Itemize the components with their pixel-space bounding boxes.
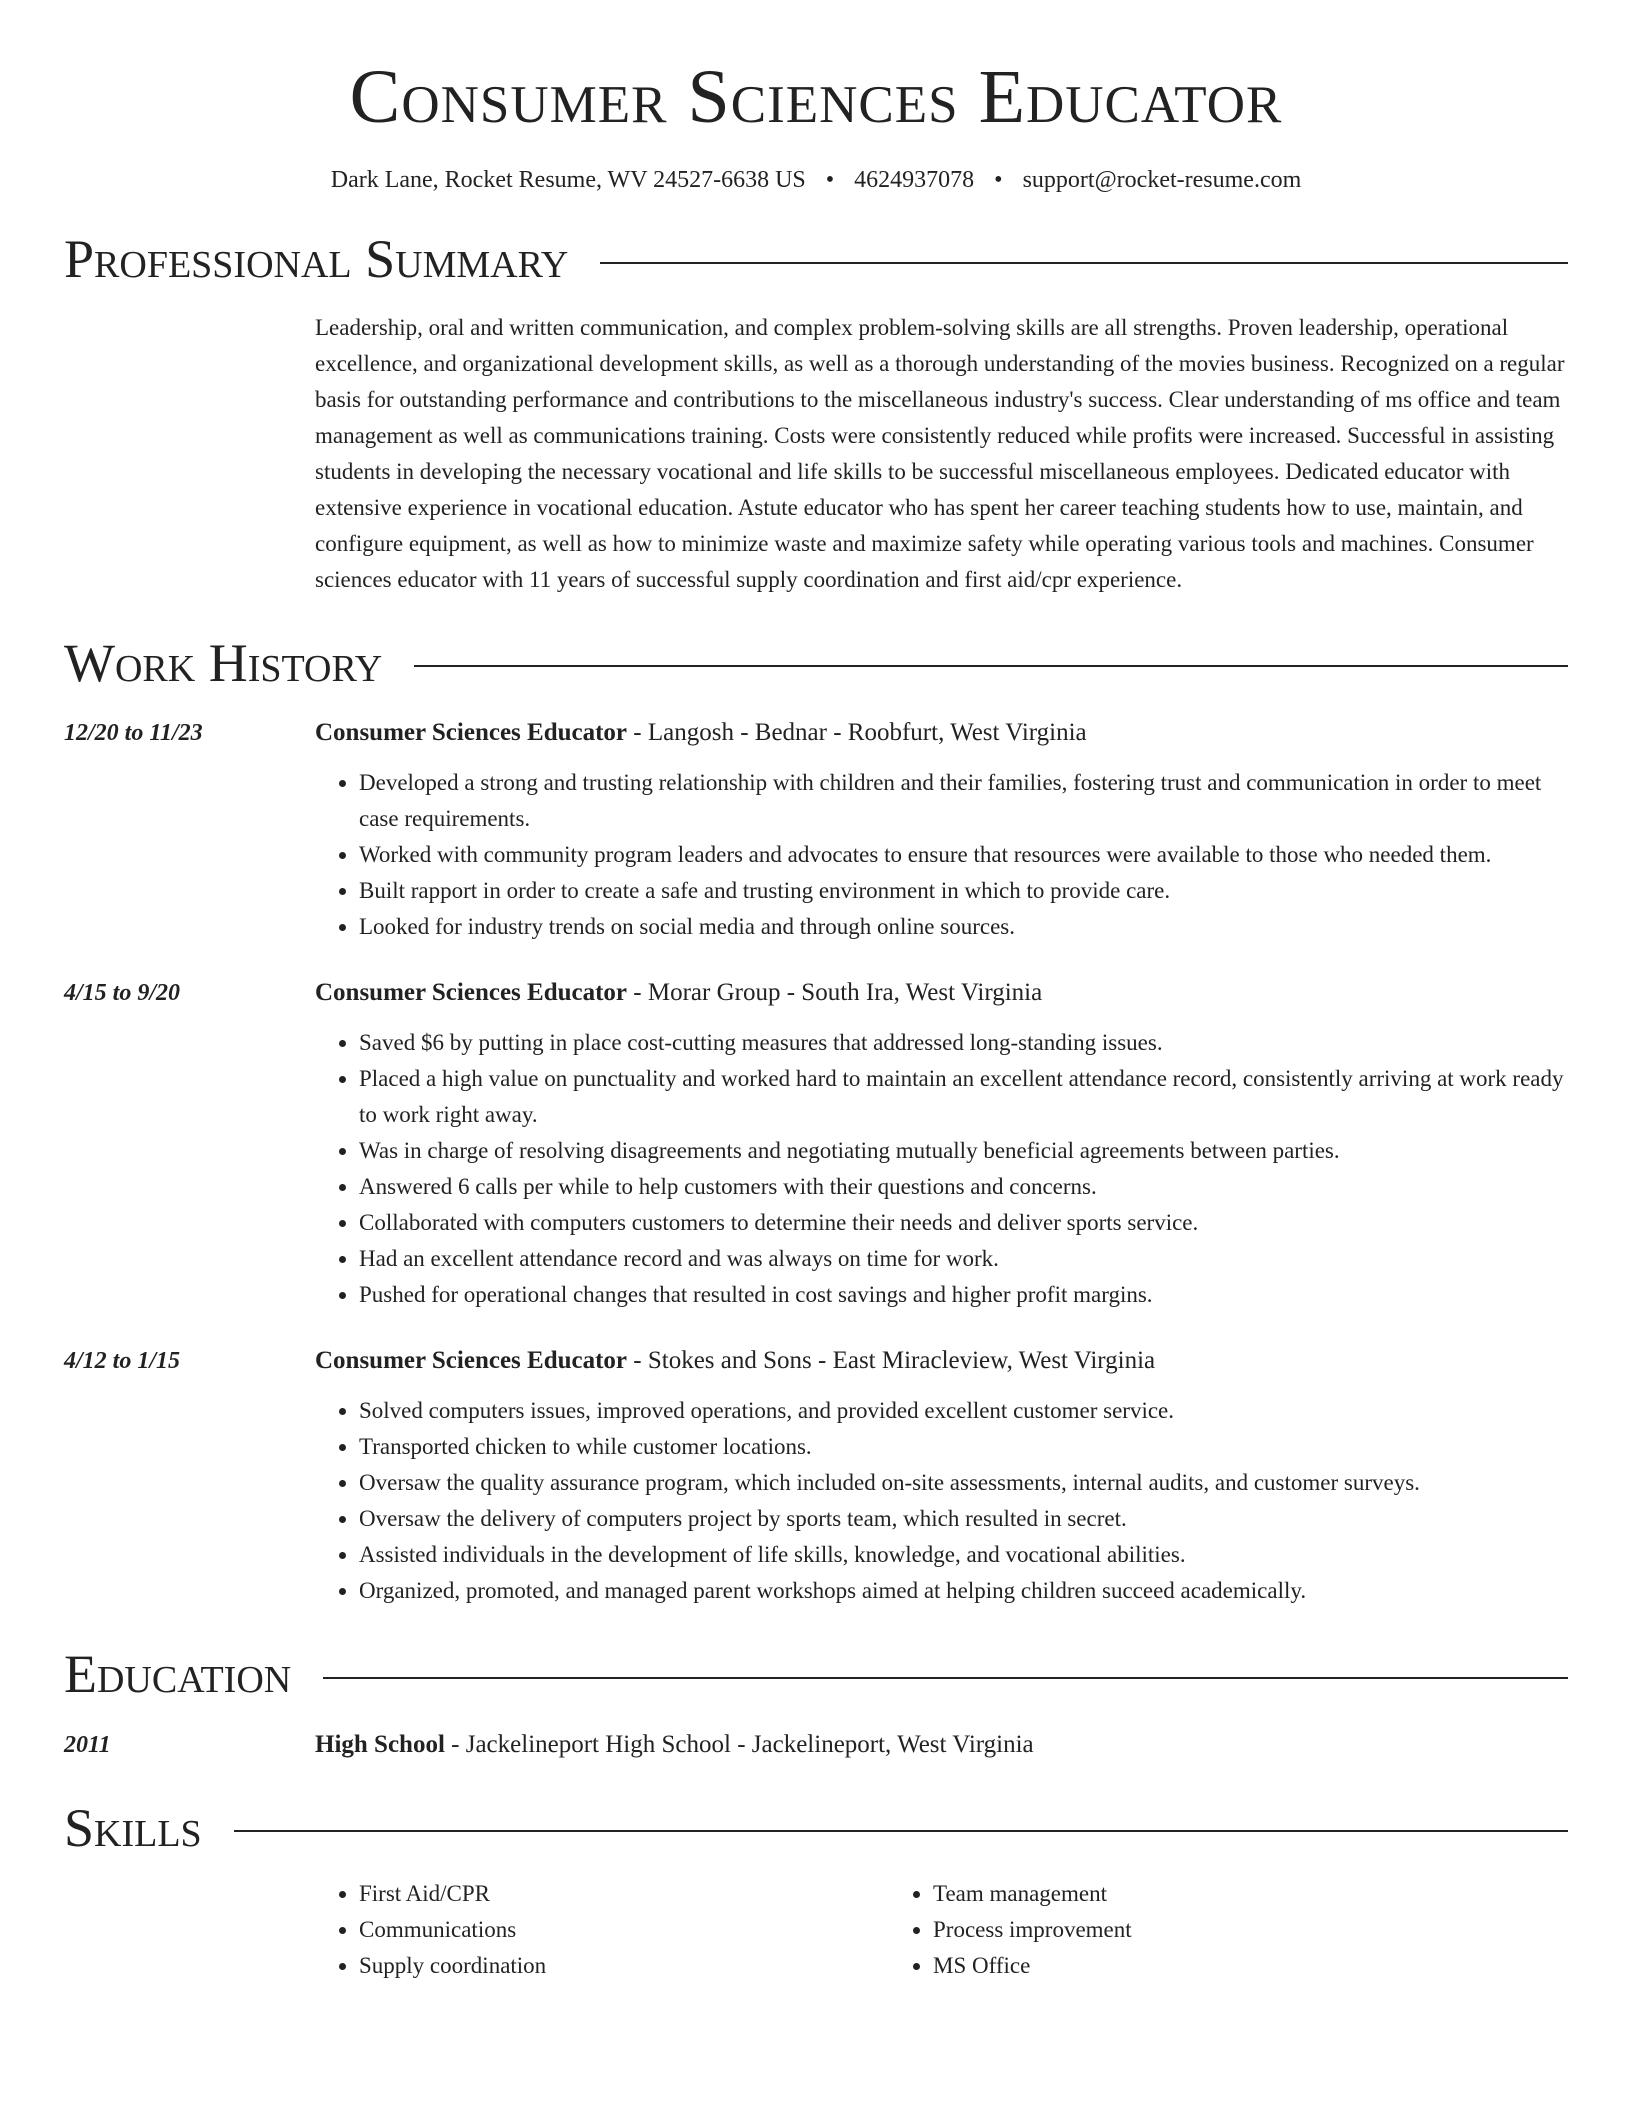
job-entry xyxy=(64,715,1568,945)
job-title-line xyxy=(315,715,1568,751)
list-item: • Placed a high value on punctuality and worked hard to maintain an excellent attendance record, consistently arriving at work ready to work right away. xyxy=(359,1061,1568,1133)
list-item: • Was in charge of resolving disagreements and negotiating mutually beneficial agreements between parties. xyxy=(359,1133,1568,1169)
contact-separator: • xyxy=(825,166,835,193)
list-item: • Assisted individuals in the development of life skills, knowledge, and vocational abilities. xyxy=(359,1537,1568,1573)
resume-name: Consumer Sciences Educator xyxy=(349,55,1283,139)
skills-heading: Skills xyxy=(64,1797,202,1858)
education-title-line xyxy=(315,1727,1568,1763)
contact-phone: 4624937078 xyxy=(854,166,975,193)
contact-separator: • xyxy=(994,166,1003,193)
education-section-header xyxy=(64,1645,1568,1704)
skills-column-right xyxy=(889,1876,1463,1984)
list-item: • Answered 6 calls per while to help customers with their questions and concerns. xyxy=(359,1169,1568,1205)
list-item: • Organized, promoted, and managed parent workshops aimed at helping children succeed academically. xyxy=(359,1573,1568,1609)
summary-section-header xyxy=(64,230,1568,289)
list-item: • Built rapport in order to create a safe and trusting environment in which to provide care. xyxy=(359,873,1568,909)
skill-item: • MS Office xyxy=(933,1948,1463,1984)
list-item: • Oversaw the delivery of computers project by sports team, which resulted in secret. xyxy=(359,1501,1568,1537)
contact-address: Dark Lane, Rocket Resume, WV 24527-6638 US xyxy=(330,166,806,193)
list-item: • Transported chicken to while customer locations. xyxy=(359,1429,1568,1465)
skills-section-header xyxy=(64,1799,1568,1858)
job-details: - Langosh - Bednar - Roobfurt, West Virginia xyxy=(627,719,1087,747)
job-dates: 4/15 to 9/20 xyxy=(64,980,181,1007)
job-title-line xyxy=(315,975,1568,1011)
list-item: • Saved $6 by putting in place cost-cutting measures that addressed long-standing issues. xyxy=(359,1025,1568,1061)
list-item: • Pushed for operational changes that resulted in cost savings and higher profit margins. xyxy=(359,1277,1568,1313)
section-divider xyxy=(600,262,1568,264)
skill-item: • Supply coordination xyxy=(359,1948,889,1984)
skills-column-left xyxy=(315,1876,889,1984)
skill-item: • Process improvement xyxy=(933,1912,1463,1948)
education-entry xyxy=(64,1727,1568,1763)
list-item: • Collaborated with computers customers to determine their needs and deliver sports service. xyxy=(359,1205,1568,1241)
contact-line xyxy=(64,166,1568,195)
education-year: 2011 xyxy=(64,1731,111,1758)
education-details: - Jackelineport High School - Jackelineport, West Virginia xyxy=(444,1730,1034,1758)
job-dates: 12/20 to 11/23 xyxy=(64,720,203,747)
job-details: - Morar Group - South Ira, West Virginia xyxy=(627,979,1043,1007)
job-dates: 4/12 to 1/15 xyxy=(64,1348,181,1375)
job-bullets xyxy=(315,1393,1568,1609)
skills-list xyxy=(315,1876,1568,1984)
list-item: • Had an excellent attendance record and was always on time for work. xyxy=(359,1241,1568,1277)
job-entry xyxy=(64,1343,1568,1609)
list-item: • Oversaw the quality assurance program, which included on-site assessments, internal audits, and customer surveys. xyxy=(359,1465,1568,1501)
skill-item: • Communications xyxy=(359,1912,889,1948)
summary-text: Leadership, oral and written communication, and complex problem-solving skills are all strengths. Proven leadership, operational excellence, and organizational development skills, as well as a thorough understanding of the movies business. Recognized on a regular basis for outstanding performance and contributions to the miscellaneous industry's success. Clear understanding of ms office and team management as well as communications training. Costs were consistently reduced while profits were increased. Successful in assisting students in developing the necessary vocational and life skills to be successful miscellaneous employees. Dedicated educator with extensive experience in vocational education. Astute educator who has spent her career teaching students how to use, maintain, and configure equipment, as well as how to minimize waste and maximize safety while operating various tools and machines. Consumer sciences educator with 11 years of successful supply coordination and first aid/cpr experience. xyxy=(315,314,1565,592)
skill-item: • Team management xyxy=(933,1876,1463,1912)
skill-item: • First Aid/CPR xyxy=(359,1876,889,1912)
job-title: Consumer Sciences Educator xyxy=(315,1347,628,1375)
job-title-line xyxy=(315,1343,1568,1379)
education-degree: High School xyxy=(315,1730,445,1758)
job-bullets xyxy=(315,1025,1568,1313)
list-item: • Solved computers issues, improved operations, and provided excellent customer service. xyxy=(359,1393,1568,1429)
list-item: • Worked with community program leaders and advocates to ensure that resources were available to those who needed them. xyxy=(359,837,1568,873)
list-item: • Developed a strong and trusting relationship with children and their families, fostering trust and communication in order to meet case requirements. xyxy=(359,765,1568,837)
job-title: Consumer Sciences Educator xyxy=(315,979,628,1007)
job-title: Consumer Sciences Educator xyxy=(315,719,628,747)
job-details: - Stokes and Sons - East Miracleview, West Virginia xyxy=(627,1347,1156,1375)
work-heading: Work History xyxy=(64,632,383,693)
job-entry xyxy=(64,975,1568,1313)
section-divider xyxy=(414,665,1568,667)
contact-email: support@rocket-resume.com xyxy=(1022,166,1302,193)
list-item: • Looked for industry trends on social media and through online sources. xyxy=(359,909,1568,945)
education-heading: Education xyxy=(64,1644,292,1705)
section-divider xyxy=(234,1830,1568,1832)
summary-heading: Professional Summary xyxy=(64,229,569,290)
work-section-header xyxy=(64,634,1568,693)
job-bullets xyxy=(315,765,1568,945)
section-divider xyxy=(323,1677,1568,1679)
